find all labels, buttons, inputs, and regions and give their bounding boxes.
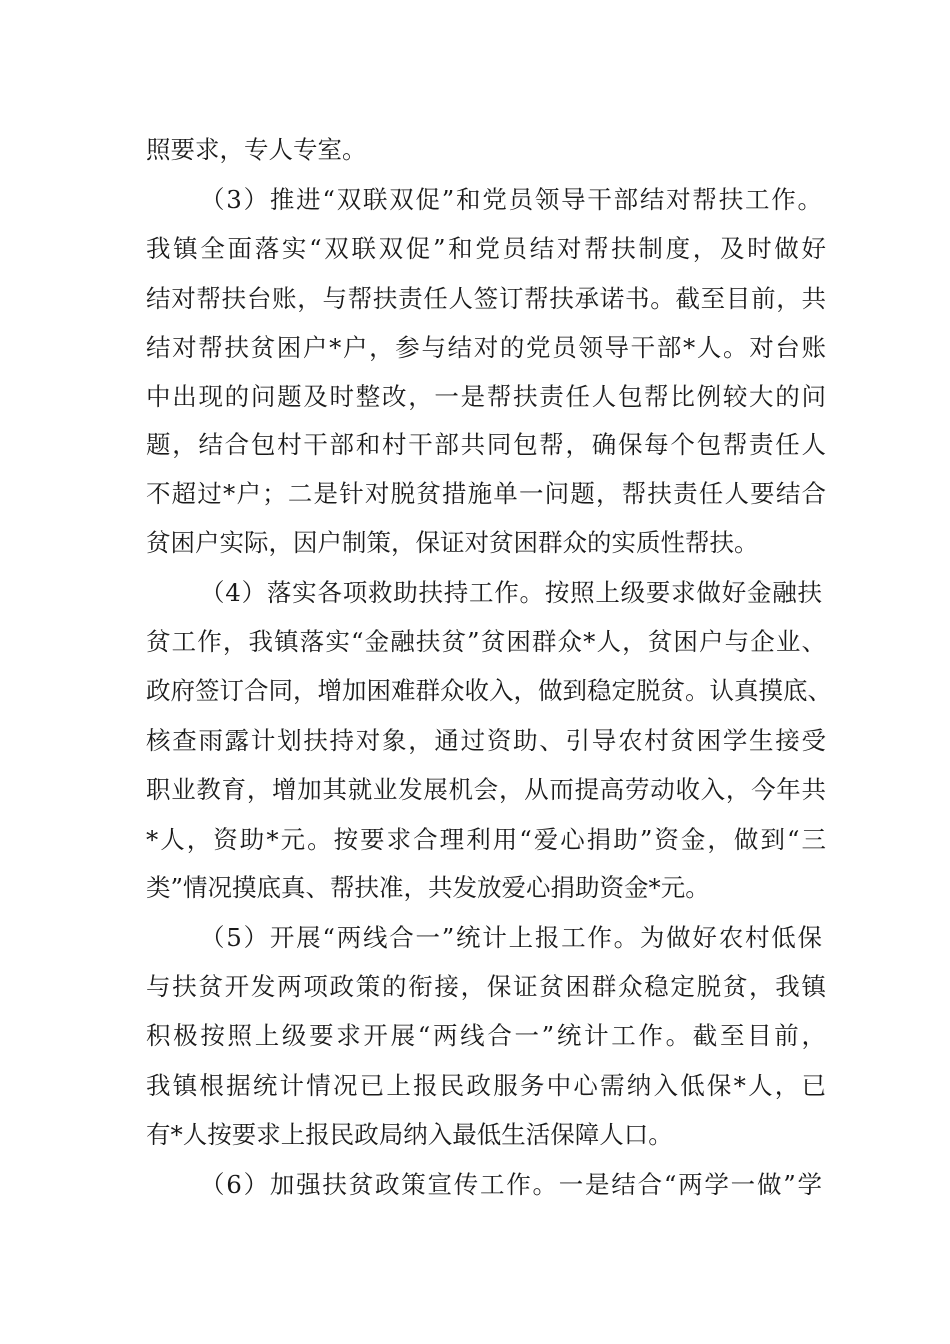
text-line: 中出现的问题及时整改，一是帮扶责任人包帮比例较大的问 — [146, 382, 826, 411]
paragraph-heading-4: （4）落实各项救助扶持工作。按照上级要求做好金融扶 — [200, 578, 822, 607]
text-line: *人，资助*元。按要求合理利用“爱心捐助”资金，做到“三 — [146, 825, 826, 854]
text-line: 积极按照上级要求开展“两线合一”统计工作。截至目前， — [146, 1021, 826, 1050]
paragraph-heading-3: （3）推进“双联双促”和党员领导干部结对帮扶工作。 — [200, 185, 822, 214]
text-line: 我镇全面落实“双联双促”和党员结对帮扶制度，及时做好 — [146, 234, 826, 263]
text-line: 有*人按要求上报民政局纳入最低生活保障人口。 — [146, 1120, 673, 1149]
text-line: 核查雨露计划扶持对象，通过资助、引导农村贫困学生接受 — [146, 726, 826, 755]
text-line: 不超过*户；二是针对脱贫措施单一问题，帮扶责任人要结合 — [146, 479, 826, 508]
text-line: 结对帮扶贫困户*户，参与结对的党员领导干部*人。对台账 — [146, 333, 826, 362]
text-line: 与扶贫开发两项政策的衔接，保证贫困群众稳定脱贫，我镇 — [146, 972, 826, 1001]
paragraph-heading-6: （6）加强扶贫政策宣传工作。一是结合“两学一做”学 — [200, 1170, 822, 1199]
text-line: 照要求，专人专室。 — [146, 135, 367, 164]
text-line: 政府签订合同，增加困难群众收入，做到稳定脱贫。认真摸底、 — [146, 676, 832, 705]
text-line: 贫工作，我镇落实“金融扶贫”贫困群众*人，贫困户与企业、 — [146, 627, 826, 656]
text-line: 我镇根据统计情况已上报民政服务中心需纳入低保*人，已 — [146, 1071, 826, 1100]
text-line: 贫困户实际，因户制策，保证对贫困群众的实质性帮扶。 — [146, 528, 759, 557]
text-line: 类”情况摸底真、帮扶准，共发放爱心捐助资金*元。 — [146, 873, 710, 902]
text-line: 题，结合包村干部和村干部共同包帮，确保每个包帮责任人 — [146, 430, 826, 459]
text-line: 职业教育，增加其就业发展机会，从而提高劳动收入，今年共 — [146, 775, 826, 804]
paragraph-heading-5: （5）开展“两线合一”统计上报工作。为做好农村低保 — [200, 923, 822, 952]
text-line: 结对帮扶台账，与帮扶责任人签订帮扶承诺书。截至目前，共 — [146, 284, 826, 313]
